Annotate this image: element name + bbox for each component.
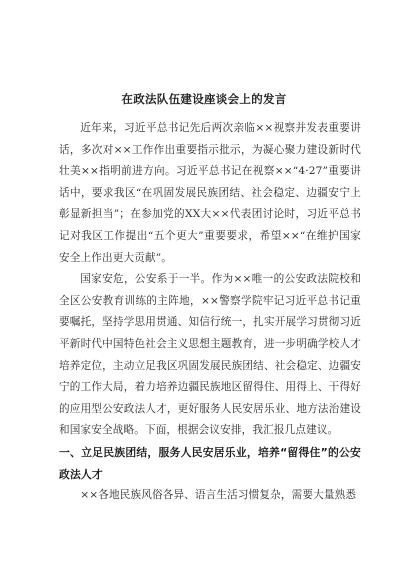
paragraph-1: 近年来，习近平总书记先后两次亲临××视察并发表重要讲话，多次对××工作作出重要指示批示，为凝心聚力建设新时代壮美××指明前进方向。习近平总书记在视察××“4·27”重要讲话中，要求我区“在巩固发展民族团结、社会稳定、边疆安宁上彰显新担当”；在参加党的XX大××代表团讨论时，习近平总书记对我区工作提出“五个更大”重要要求，希望××“在维护国家安全上作出更大贡献”。 xyxy=(59,122,361,264)
document-body xyxy=(59,118,361,507)
paragraph-2: 国家安危，公安系于一半。作为××唯一的公安政法院校和全区公安教育训练的主阵地，××警察学院牢记习近平总书记重要嘱托，坚持学思用贯通、知信行统一，扎实开展学习贯彻习近平新时代中国特色社会主义思想主题教育，进一步明确学校人才培养定位，主动立足我区巩固发展民族团结、社会稳定、边疆安宁的工作大局，着力培养边疆民族地区留得住、用得上、干得好的应用型公安政法人才，更好服务人民安居乐业、地方法治建设和国家安全战略。下面，根据会议安排，我汇报几点建议。 xyxy=(59,273,361,437)
section-heading-1: 一、立足民族团结，服务人民安居乐业，培养“留得住”的公安政法人才 xyxy=(59,445,361,481)
paragraph-3: ××各地民族风俗各异、语言生活习惯复杂，需要大量熟悉 xyxy=(80,489,357,502)
document-title: 在政法队伍建设座谈会上的发言 xyxy=(121,92,287,106)
